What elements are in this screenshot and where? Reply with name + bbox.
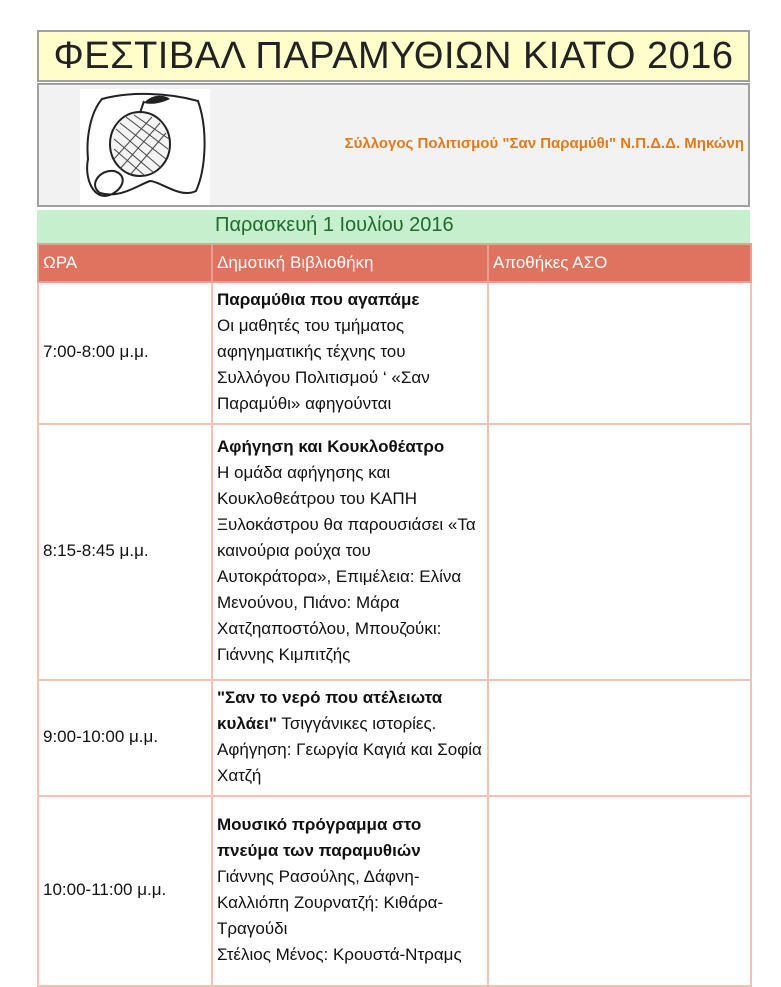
warehouse-cell: [488, 680, 751, 796]
table-row: [38, 680, 751, 796]
time-cell: 7:00-8:00 μ.μ.: [38, 282, 212, 424]
warehouse-cell: [488, 282, 751, 424]
event-title: Παραμύθια που αγαπάμε: [217, 290, 420, 309]
organizer-name: Σύλλογος Πολιτισμού "Σαν Παραμύθι" Ν.Π.Δ.Δ. Μηκώνη: [344, 135, 744, 152]
festival-title-box: [37, 30, 750, 82]
event-cell: [212, 680, 488, 796]
table-row: [38, 796, 751, 986]
date-bar: [37, 210, 750, 243]
time-cell: 10:00-11:00 μ.μ.: [38, 796, 212, 986]
event-description: Οι μαθητές του τμήματος αφηγηματικής τέχνης του Συλλόγου Πολιτισμού ‘ «Σαν Παραμύθι» αφηγούνται: [217, 316, 430, 413]
header-library: Δημοτική Βιβλιοθήκη: [212, 244, 488, 282]
event-cell: [212, 282, 488, 424]
festival-title: ΦΕΣΤΙΒΑΛ ΠΑΡΑΜΥΘΙΩΝ ΚΙΑΤΟ 2016: [53, 34, 734, 77]
event-title: Αφήγηση και Κουκλοθέατρο: [217, 437, 445, 456]
event-title: Μουσικό πρόγραμμα στο πνεύμα των παραμυθιών: [217, 815, 422, 860]
organizer-box: [37, 83, 750, 207]
table-header-row: [38, 244, 751, 282]
event-description-extra: Στέλιος Μένος: Κρουστά-Ντραμς: [217, 945, 462, 964]
event-date: Παρασκευή 1 Ιουλίου 2016: [215, 214, 454, 236]
header-time: ΩΡΑ: [38, 244, 212, 282]
event-description: Η ομάδα αφήγησης και Κουκλοθεάτρου του ΚΑΠΗ Ξυλοκάστρου θα παρουσιάσει «Τα καινούρια ρούχα του Αυτοκράτορα», Επιμέλεια: Ελίνα Μενούνου, Πιάνο: Μάρα Χατζηαποστόλου, Μπουζούκι: Γιάννης Κιμπιτζής: [217, 463, 476, 664]
apple-logo-icon: [80, 89, 210, 205]
header-warehouses: Αποθήκες ΑΣΟ: [488, 244, 751, 282]
time-cell: 9:00-10:00 μ.μ.: [38, 680, 212, 796]
event-cell: [212, 424, 488, 680]
warehouse-cell: [488, 424, 751, 680]
schedule-table: [37, 243, 752, 987]
event-title: "Σαν το νερό που ατέλειωτα κυλάει": [217, 688, 443, 733]
time-cell: 8:15-8:45 μ.μ.: [38, 424, 212, 680]
event-cell: [212, 796, 488, 986]
event-description: Γιάννης Ρασούλης, Δάφνη-Καλλιόπη Ζουρνατζή: Κιθάρα-Τραγούδι: [217, 867, 444, 938]
table-row: [38, 424, 751, 680]
table-row: [38, 282, 751, 424]
warehouse-cell: [488, 796, 751, 986]
event-description: Τσιγγάνικες ιστορίες. Αφήγηση: Γεωργία Καγιά και Σοφία Χατζή: [217, 714, 482, 785]
